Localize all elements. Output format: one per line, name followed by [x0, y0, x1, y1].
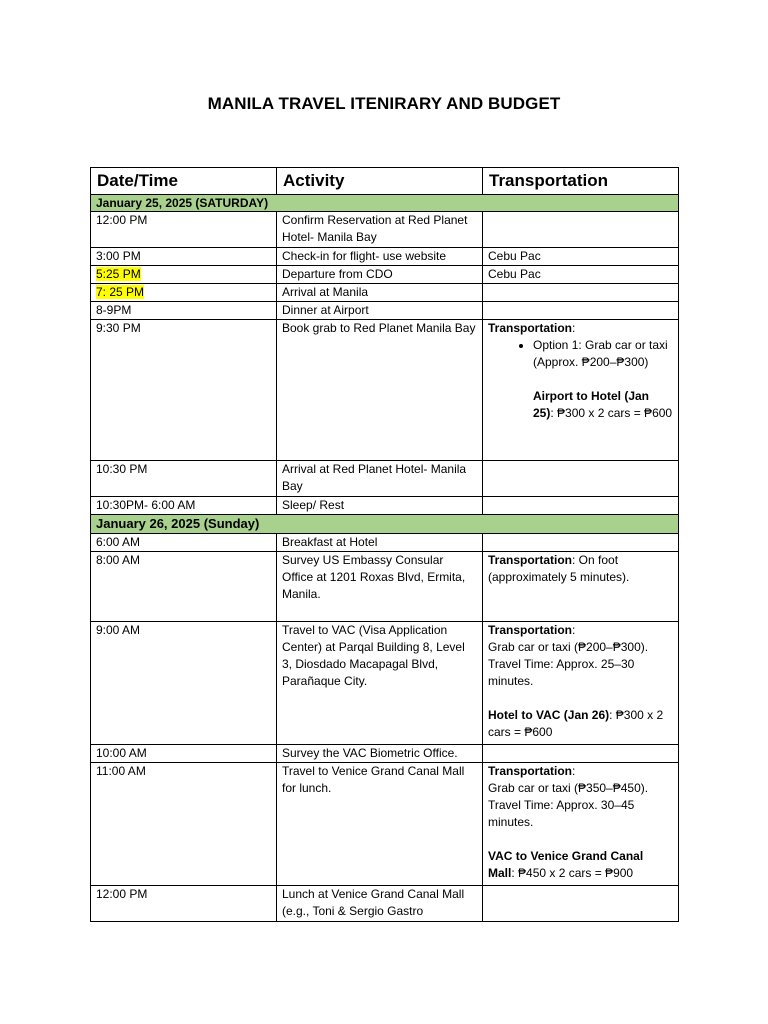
table-row [91, 284, 679, 302]
transport-text: Grab car or taxi (₱200–₱300). Travel Time: Approx. 25–30 minutes. [488, 640, 649, 688]
document-title: MANILA TRAVEL ITENIRARY AND BUDGET [207, 94, 561, 113]
activity-cell: Check-in for flight- use website [277, 248, 483, 266]
transport-label: Transportation [488, 764, 573, 778]
budget-value: : ₱450 x 2 cars = ₱900 [511, 866, 634, 880]
time-cell: 8-9PM [91, 302, 277, 320]
activity-cell: Sleep/ Rest [277, 497, 483, 515]
transport-cell [483, 212, 679, 248]
activity-cell: Departure from CDO [277, 266, 483, 284]
transport-text: Grab car or taxi (₱350–₱450). Travel Time: Approx. 30–45 minutes. [488, 781, 649, 829]
activity-cell: Breakfast at Hotel [277, 534, 483, 552]
activity-cell: Travel to Venice Grand Canal Mall for lunch. [277, 763, 483, 886]
budget-line [488, 707, 673, 741]
day-label: January 26, 2025 (Sunday) [91, 515, 679, 534]
table-row [91, 552, 679, 622]
activity-cell: Arrival at Red Planet Hotel- Manila Bay [277, 461, 483, 497]
activity-cell: Survey the VAC Biometric Office. [277, 745, 483, 763]
day-header-row [91, 195, 679, 212]
transport-cell [483, 763, 679, 886]
transport-heading: Transportation: [488, 321, 576, 335]
time-cell: 9:30 PM [91, 320, 277, 461]
transport-option: • Option 1: Grab car or taxi (Approx. ₱200–₱300) [533, 337, 673, 371]
activity-cell: Book grab to Red Planet Manila Bay [277, 320, 483, 461]
time-cell: 9:00 AM [91, 622, 277, 745]
table-row [91, 497, 679, 515]
highlighted-time: 5:25 PM [96, 267, 141, 281]
table-header-row [91, 168, 679, 195]
transport-text: : On foot (approximately 5 minutes). [488, 553, 630, 584]
table-row [91, 266, 679, 284]
time-cell: 10:00 AM [91, 745, 277, 763]
transport-label: Transportation [488, 553, 573, 567]
transport-cell: Cebu Pac [483, 248, 679, 266]
transport-cell [483, 497, 679, 515]
time-cell: 8:00 AM [91, 552, 277, 622]
transport-cell [483, 622, 679, 745]
transport-cell [483, 534, 679, 552]
table-row [91, 302, 679, 320]
transport-cell [483, 461, 679, 497]
transport-options [488, 337, 673, 371]
budget-label: Hotel to VAC (Jan 26) [488, 708, 610, 722]
budget-value: : ₱300 x 2 cars = ₱600 [550, 406, 673, 420]
activity-cell: Travel to VAC (Visa Application Center) at Parqal Building 8, Level 3, Diosdado Macapagal Blvd, Parañaque City. [277, 622, 483, 745]
transport-label: Transportation [488, 623, 573, 637]
time-cell [91, 266, 277, 284]
day-label: January 25, 2025 (SATURDAY) [91, 195, 679, 212]
table-row [91, 320, 679, 461]
header-date-time: Date/Time [91, 168, 277, 195]
time-cell: 11:00 AM [91, 763, 277, 886]
table-row [91, 745, 679, 763]
time-cell [91, 284, 277, 302]
budget-line [488, 848, 673, 882]
table-row [91, 763, 679, 886]
transport-cell [483, 886, 679, 922]
time-cell: 3:00 PM [91, 248, 277, 266]
activity-cell: Survey US Embassy Consular Office at 1201 Roxas Blvd, Ermita, Manila. [277, 552, 483, 622]
budget-label: VAC to Venice Grand Canal Mall [488, 849, 644, 880]
budget-label: Airport to Hotel (Jan 25) [533, 389, 649, 420]
transport-cell [483, 302, 679, 320]
highlighted-time: 7: 25 PM [96, 285, 145, 299]
table-row [91, 534, 679, 552]
transport-label: Transportation [488, 321, 573, 335]
time-cell: 10:30PM- 6:00 AM [91, 497, 277, 515]
transport-heading: Transportation: [488, 764, 576, 778]
transport-cell [483, 552, 679, 622]
table-row [91, 622, 679, 745]
transport-cell: Cebu Pac [483, 266, 679, 284]
day-header-row [91, 515, 679, 534]
activity-cell: Arrival at Manila [277, 284, 483, 302]
table-row [91, 248, 679, 266]
time-cell: 6:00 AM [91, 534, 277, 552]
table-row [91, 461, 679, 497]
time-cell: 12:00 PM [91, 886, 277, 922]
activity-cell: Dinner at Airport [277, 302, 483, 320]
time-cell: 12:00 PM [91, 212, 277, 248]
header-transportation: Transportation [483, 168, 679, 195]
transport-cell [483, 745, 679, 763]
table-row [91, 212, 679, 248]
transport-heading: Transportation: [488, 623, 576, 637]
time-cell: 10:30 PM [91, 461, 277, 497]
header-activity: Activity [277, 168, 483, 195]
budget-value: : ₱300 x 2 cars = ₱600 [488, 708, 664, 739]
budget-line [488, 388, 673, 422]
transport-cell [483, 320, 679, 461]
transport-cell [483, 284, 679, 302]
table-row [91, 886, 679, 922]
activity-cell: Confirm Reservation at Red Planet Hotel- Manila Bay [277, 212, 483, 248]
activity-cell: Lunch at Venice Grand Canal Mall (e.g., Toni & Sergio Gastro [277, 886, 483, 922]
itinerary-table [90, 167, 679, 922]
